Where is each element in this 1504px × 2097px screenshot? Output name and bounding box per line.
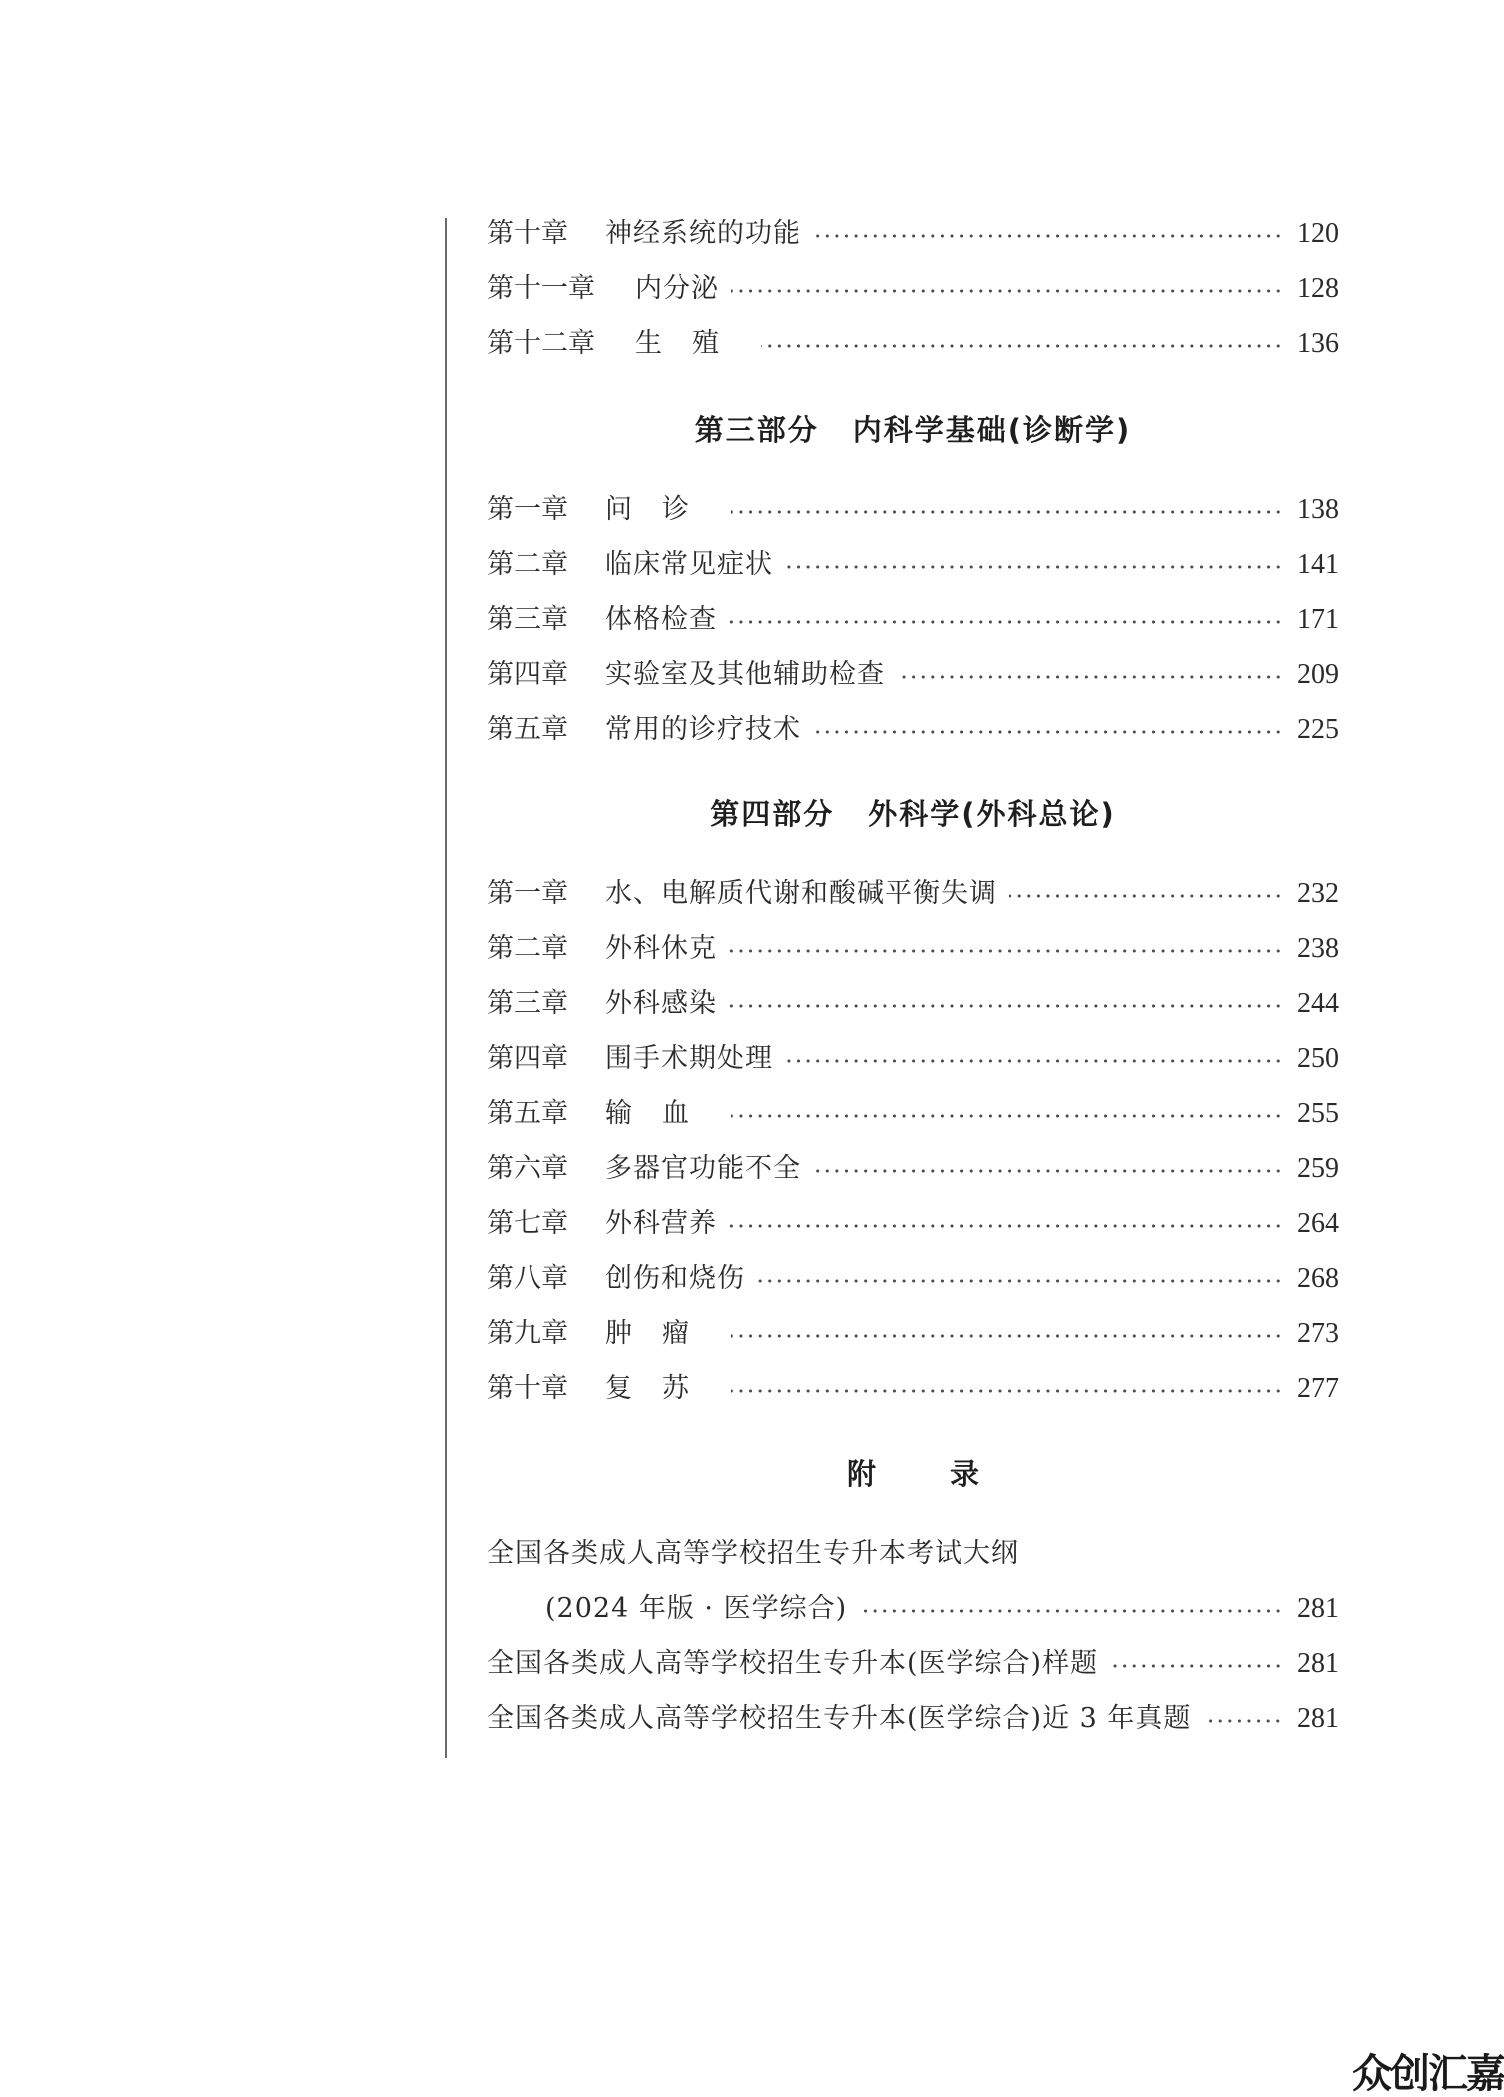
- chapter-title: 肿瘤: [605, 1318, 719, 1349]
- chapter-number: 第七章: [487, 1208, 568, 1239]
- chapter-title: 问诊: [605, 494, 719, 525]
- toc-entry[interactable]: [487, 1039, 1339, 1079]
- appendix-entry-title-line[interactable]: [487, 1534, 1339, 1574]
- dot-leader: [731, 289, 1283, 293]
- page-number: 259: [1297, 1153, 1339, 1184]
- section-part-label: 第四部分: [710, 797, 835, 831]
- section-title: 内科学基础(诊断学): [852, 413, 1132, 447]
- page-number: 238: [1297, 933, 1339, 964]
- chapter-number: 第八章: [487, 1263, 568, 1294]
- dot-leader: [757, 1279, 1283, 1283]
- page-number: 264: [1297, 1208, 1339, 1239]
- toc-entry[interactable]: [487, 1204, 1339, 1244]
- toc-entry[interactable]: [487, 984, 1339, 1024]
- section-heading-part4: [487, 792, 1339, 833]
- page-number: 128: [1297, 273, 1339, 304]
- appendix-title: 全国各类成人高等学校招生专升本(医学综合)近 3 年真题: [487, 1703, 1192, 1734]
- page-number: 277: [1297, 1373, 1339, 1404]
- chapter-title: 输血: [605, 1098, 719, 1129]
- page-number: 281: [1297, 1703, 1339, 1734]
- page-number: 281: [1297, 1648, 1339, 1679]
- page-number: 138: [1297, 494, 1339, 525]
- watermark-logo: 众创汇嘉: [1352, 2051, 1504, 2097]
- toc-entry[interactable]: [487, 655, 1339, 695]
- chapter-title: 生殖: [635, 328, 749, 359]
- dot-leader: [731, 510, 1283, 514]
- toc-entry[interactable]: [487, 1094, 1339, 1134]
- page-number: 209: [1297, 659, 1339, 690]
- chapter-number: 第二章: [487, 933, 568, 964]
- toc-entry[interactable]: [487, 710, 1339, 750]
- toc-entry[interactable]: [487, 490, 1339, 530]
- page-number: 255: [1297, 1098, 1339, 1129]
- toc-entry[interactable]: [487, 214, 1339, 254]
- toc-entry[interactable]: [487, 1259, 1339, 1299]
- dot-leader: [1009, 894, 1283, 898]
- toc-entry[interactable]: [487, 545, 1339, 585]
- chapter-number: 第四章: [487, 1043, 568, 1074]
- toc-entry[interactable]: [487, 1149, 1339, 1189]
- page-number: 232: [1297, 878, 1339, 909]
- chapter-number: 第十二章: [487, 328, 595, 359]
- appendix-subtitle: (2024 年版 · 医学综合): [545, 1593, 848, 1624]
- page-number: 141: [1297, 549, 1339, 580]
- dot-leader: [813, 730, 1283, 734]
- appendix-title: 全国各类成人高等学校招生专升本(医学综合)样题: [487, 1648, 1099, 1679]
- chapter-number: 第五章: [487, 1098, 568, 1129]
- page-number: 171: [1297, 604, 1339, 635]
- toc-entry[interactable]: [487, 600, 1339, 640]
- chapter-number: 第十一章: [487, 273, 595, 304]
- chapter-title: 常用的诊疗技术: [605, 714, 801, 745]
- chapter-number: 第四章: [487, 659, 568, 690]
- toc-entry[interactable]: [487, 929, 1339, 969]
- chapter-title: 神经系统的功能: [605, 218, 801, 249]
- margin-rule: [445, 218, 447, 1758]
- chapter-number: 第十章: [487, 218, 568, 249]
- section-title: 外科学(外科总论): [868, 797, 1116, 831]
- dot-leader: [897, 675, 1283, 679]
- chapter-number: 第五章: [487, 714, 568, 745]
- chapter-title: 外科营养: [605, 1208, 717, 1239]
- page-number: 120: [1297, 218, 1339, 249]
- toc-entry[interactable]: [487, 1314, 1339, 1354]
- toc-entry[interactable]: [487, 1699, 1339, 1739]
- dot-leader: [731, 1389, 1283, 1393]
- dot-leader: [813, 234, 1283, 238]
- page-number: 273: [1297, 1318, 1339, 1349]
- toc-entry[interactable]: [487, 874, 1339, 914]
- dot-leader: [729, 620, 1283, 624]
- chapter-title: 复苏: [605, 1373, 719, 1404]
- appendix-heading-char: 录: [950, 1457, 980, 1491]
- chapter-title: 内分泌: [635, 273, 719, 304]
- chapter-number: 第九章: [487, 1318, 568, 1349]
- dot-leader: [1203, 1719, 1283, 1723]
- page-number: 225: [1297, 714, 1339, 745]
- page-number: 136: [1297, 328, 1339, 359]
- page-number: 250: [1297, 1043, 1339, 1074]
- dot-leader: [785, 1059, 1283, 1063]
- section-heading-appendix: [487, 1452, 1339, 1493]
- toc-entry[interactable]: [487, 1589, 1339, 1629]
- dot-leader: [1110, 1664, 1283, 1668]
- dot-leader: [731, 1114, 1283, 1118]
- page-number: 281: [1297, 1593, 1339, 1624]
- page-number: 268: [1297, 1263, 1339, 1294]
- appendix-heading-char: 附: [846, 1457, 876, 1491]
- toc-entry[interactable]: [487, 269, 1339, 309]
- chapter-number: 第三章: [487, 604, 568, 635]
- chapter-number: 第二章: [487, 549, 568, 580]
- dot-leader: [813, 1169, 1283, 1173]
- chapter-title: 创伤和烧伤: [605, 1263, 745, 1294]
- chapter-title: 水、电解质代谢和酸碱平衡失调: [605, 878, 997, 909]
- chapter-title: 多器官功能不全: [605, 1153, 801, 1184]
- chapter-title: 外科感染: [605, 988, 717, 1019]
- section-part-label: 第三部分: [694, 413, 819, 447]
- toc-entry[interactable]: [487, 1369, 1339, 1409]
- dot-leader: [761, 344, 1283, 348]
- chapter-number: 第一章: [487, 878, 568, 909]
- dot-leader: [729, 1004, 1283, 1008]
- section-heading-part3: [487, 408, 1339, 449]
- chapter-title: 临床常见症状: [605, 549, 773, 580]
- dot-leader: [729, 949, 1283, 953]
- chapter-title: 围手术期处理: [605, 1043, 773, 1074]
- chapter-number: 第十章: [487, 1373, 568, 1404]
- dot-leader: [859, 1609, 1283, 1613]
- dot-leader: [729, 1224, 1283, 1228]
- chapter-number: 第三章: [487, 988, 568, 1019]
- chapter-number: 第一章: [487, 494, 568, 525]
- chapter-number: 第六章: [487, 1153, 568, 1184]
- dot-leader: [731, 1334, 1283, 1338]
- page-number: 244: [1297, 988, 1339, 1019]
- dot-leader: [785, 565, 1283, 569]
- chapter-title: 实验室及其他辅助检查: [605, 659, 885, 690]
- chapter-title: 外科休克: [605, 933, 717, 964]
- appendix-title: 全国各类成人高等学校招生专升本考试大纲: [487, 1538, 1019, 1569]
- toc-entry[interactable]: [487, 324, 1339, 364]
- toc-entry[interactable]: [487, 1644, 1339, 1684]
- chapter-title: 体格检查: [605, 604, 717, 635]
